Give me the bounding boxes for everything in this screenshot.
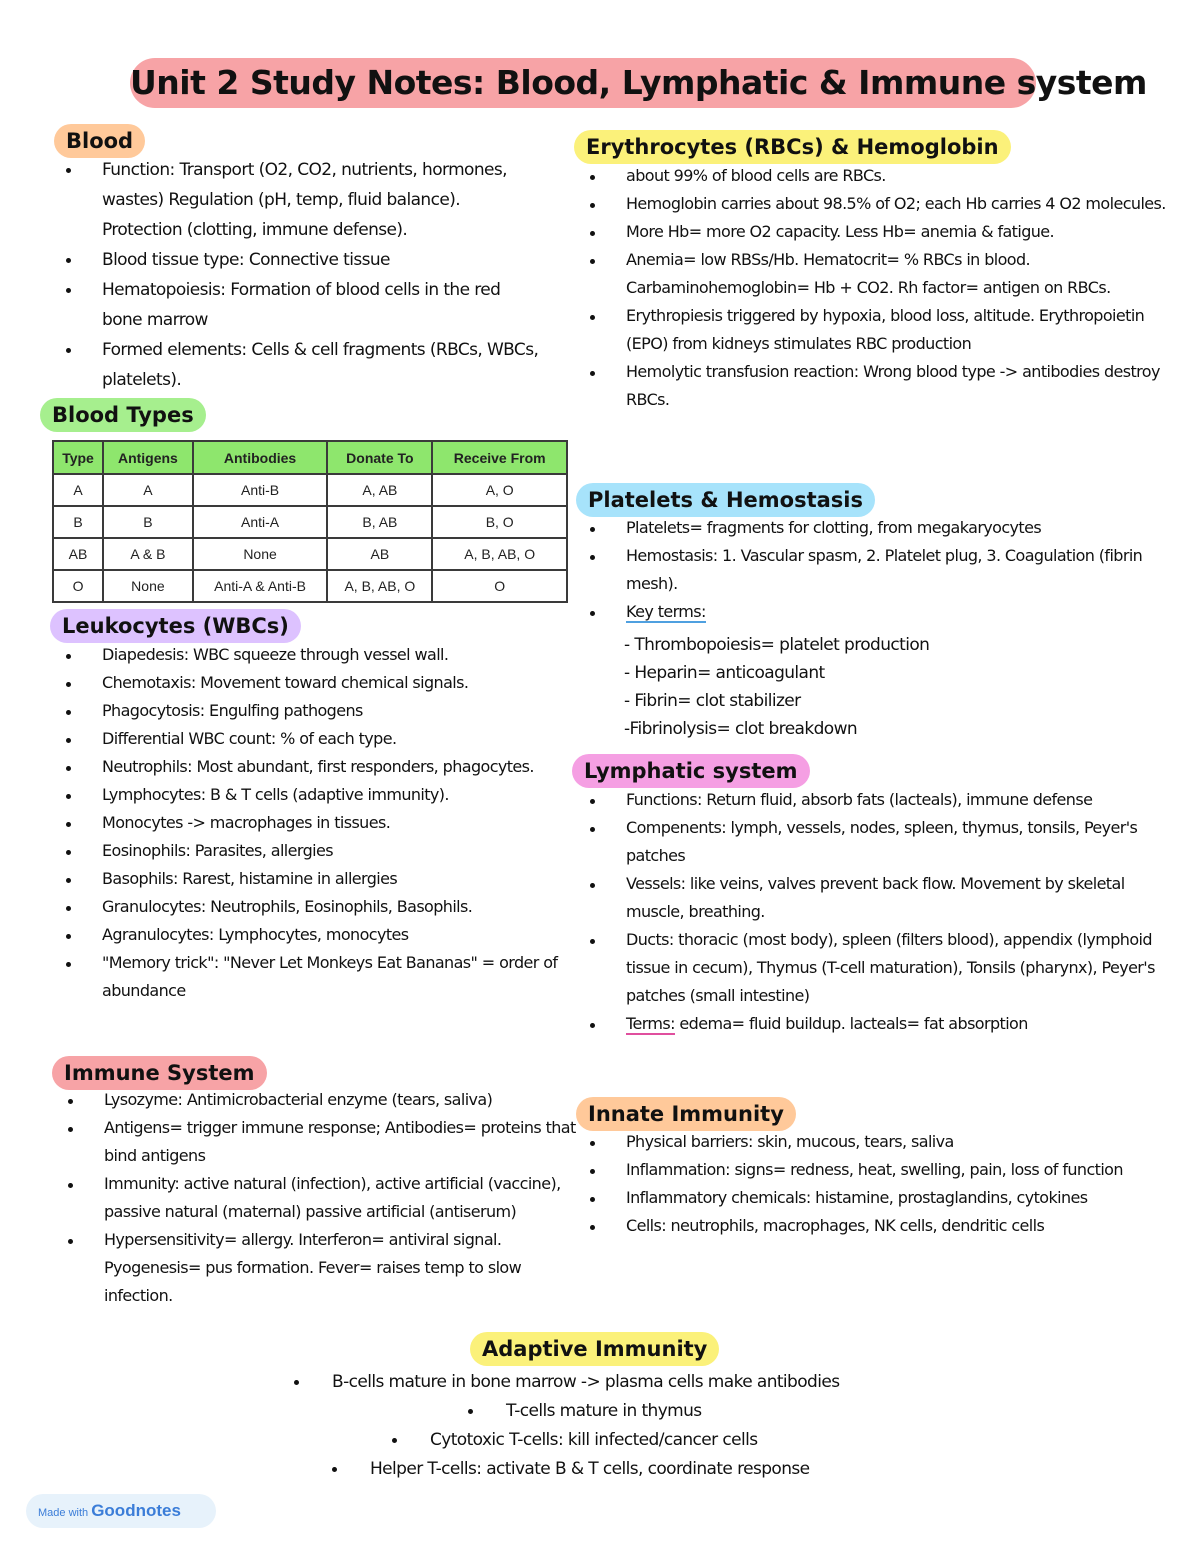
list-item: - Fibrin= clot stabilizer (624, 691, 801, 711)
list-item: Compenents: lymph, vessels, nodes, spleen, thymus, tonsils, Peyer's patches (578, 814, 1174, 870)
table-cell: A, B, AB, O (327, 570, 432, 602)
table-cell: B, AB (327, 506, 432, 538)
blood-types-heading: Blood Types (40, 398, 206, 432)
bullet-icon (590, 555, 595, 560)
bullet-icon (332, 1467, 337, 1472)
table-cell: Anti-A (193, 506, 328, 538)
bullet-icon (590, 1197, 595, 1202)
list-item: -Fibrinolysis= clot breakdown (624, 719, 858, 739)
table-cell: A, AB (327, 474, 432, 506)
bullet-icon (66, 766, 71, 771)
erythrocytes-list (578, 162, 1174, 414)
bullet-icon (590, 527, 595, 532)
table-row (53, 538, 567, 570)
list-item: Chemotaxis: Movement toward chemical signals. (54, 669, 574, 697)
table-row (53, 570, 567, 602)
bullet-icon (66, 962, 71, 967)
goodnotes-logo: Goodnotes (91, 1501, 181, 1520)
list-item: Granulocytes: Neutrophils, Eosinophils, Basophils. (54, 893, 574, 921)
bullet-icon (392, 1438, 397, 1443)
list-item: More Hb= more O2 capacity. Less Hb= anemia & fatigue. (578, 218, 1174, 246)
list-item: Hemostasis: 1. Vascular spasm, 2. Platelet plug, 3. Coagulation (fibrin mesh). (578, 542, 1174, 598)
list-item: Hematopoiesis: Formation of blood cells in the red bone marrow (54, 275, 544, 335)
list-item: Diapedesis: WBC squeeze through vessel wall. (54, 641, 574, 669)
list-item: Cells: neutrophils, macrophages, NK cells, dendritic cells (578, 1212, 1174, 1240)
table-header: Receive From (432, 441, 567, 474)
list-item: Key terms: (578, 598, 1174, 626)
bullet-icon (66, 654, 71, 659)
table-cell: O (432, 570, 567, 602)
bullet-icon (590, 315, 595, 320)
bullet-icon (590, 371, 595, 376)
bullet-icon (68, 1127, 73, 1132)
list-item: Lysozyme: Antimicrobacterial enzyme (tears, saliva) (56, 1086, 576, 1114)
list-item: Cytotoxic T-cells: kill infected/cancer cells (430, 1426, 757, 1454)
list-item: Anemia= low RBSs/Hb. Hematocrit= % RBCs in blood. Carbaminohemoglobin= Hb + CO2. Rh factor= antigen on RBCs. (578, 246, 1174, 302)
table-cell: A & B (103, 538, 193, 570)
bullet-icon (590, 1169, 595, 1174)
list-item: Antigens= trigger immune response; Antibodies= proteins that bind antigens (56, 1114, 576, 1170)
list-item: Blood tissue type: Connective tissue (54, 245, 544, 275)
bullet-icon (66, 934, 71, 939)
list-item: Basophils: Rarest, histamine in allergies (54, 865, 574, 893)
bullet-icon (66, 850, 71, 855)
list-item: Physical barriers: skin, mucous, tears, saliva (578, 1128, 1174, 1156)
list-item: B-cells mature in bone marrow -> plasma cells make antibodies (332, 1368, 839, 1396)
bullet-icon (66, 710, 71, 715)
list-item: Neutrophils: Most abundant, first responders, phagocytes. (54, 753, 574, 781)
list-item: Terms: edema= fluid buildup. lacteals= fat absorption (578, 1010, 1174, 1038)
table-cell: None (193, 538, 328, 570)
list-item: Hemoglobin carries about 98.5% of O2; each Hb carries 4 O2 molecules. (578, 190, 1174, 218)
table-cell: B (53, 506, 103, 538)
bullet-icon (66, 794, 71, 799)
bullet-icon (590, 203, 595, 208)
lymphatic-heading: Lymphatic system (572, 754, 810, 788)
table-header-row (53, 441, 567, 474)
list-item: Inflammatory chemicals: histamine, prostaglandins, cytokines (578, 1184, 1174, 1212)
list-item: Hypersensitivity= allergy. Interferon= antiviral signal. Pyogenesis= pus formation. Fever= raises temp to slow infection. (56, 1226, 576, 1310)
list-item: Differential WBC count: % of each type. (54, 725, 574, 753)
list-item: Vessels: like veins, valves prevent back flow. Movement by skeletal muscle, breathing. (578, 870, 1174, 926)
leukocytes-list (54, 641, 574, 1005)
table-cell: A (53, 474, 103, 506)
bullet-icon (590, 1141, 595, 1146)
table-header: Antigens (103, 441, 193, 474)
list-item: Agranulocytes: Lymphocytes, monocytes (54, 921, 574, 949)
list-item: about 99% of blood cells are RBCs. (578, 162, 1174, 190)
immune-system-heading: Immune System (52, 1056, 267, 1090)
table-cell: AB (327, 538, 432, 570)
bullet-icon (66, 682, 71, 687)
adaptive-heading: Adaptive Immunity (470, 1332, 719, 1366)
platelets-list (578, 514, 1174, 626)
list-item: Immunity: active natural (infection), active artificial (vaccine), passive natural (maternal) passive artificial (antiserum) (56, 1170, 576, 1226)
table-cell: A, B, AB, O (432, 538, 567, 570)
table-cell: Anti-A & Anti-B (193, 570, 328, 602)
list-item: Ducts: thoracic (most body), spleen (filters blood), appendix (lymphoid tissue in cecum), Thymus (T-cell maturation), Tonsils (pharynx), Peyer's patches (small intestine) (578, 926, 1174, 1010)
table-header: Donate To (327, 441, 432, 474)
list-item: Function: Transport (O2, CO2, nutrients, hormones, wastes) Regulation (pH, temp, fluid balance). Protection (clotting, immune defense). (54, 155, 544, 245)
bullet-icon (66, 878, 71, 883)
table-cell: B, O (432, 506, 567, 538)
table-cell: AB (53, 538, 103, 570)
list-item: Functions: Return fluid, absorb fats (lacteals), immune defense (578, 786, 1174, 814)
table-header: Antibodies (193, 441, 328, 474)
bullet-icon (590, 1225, 595, 1230)
list-item: T-cells mature in thymus (506, 1397, 702, 1425)
platelets-heading: Platelets & Hemostasis (576, 483, 875, 517)
bullet-icon (590, 611, 595, 616)
blood-types-table (52, 440, 568, 603)
bullet-icon (590, 175, 595, 180)
bullet-icon (66, 822, 71, 827)
bullet-icon (66, 258, 71, 263)
list-item: Monocytes -> macrophages in tissues. (54, 809, 574, 837)
table-row (53, 506, 567, 538)
lymphatic-list (578, 786, 1174, 1038)
innate-heading: Innate Immunity (576, 1097, 796, 1131)
list-item: Platelets= fragments for clotting, from megakaryocytes (578, 514, 1174, 542)
bullet-icon (66, 288, 71, 293)
table-cell: O (53, 570, 103, 602)
bullet-icon (66, 906, 71, 911)
bullet-icon (66, 348, 71, 353)
list-item: Erythropiesis triggered by hypoxia, blood loss, altitude. Erythropoietin (EPO) from kidneys stimulates RBC production (578, 302, 1174, 358)
bullet-icon (590, 259, 595, 264)
table-cell: None (103, 570, 193, 602)
table-cell: A, O (432, 474, 567, 506)
erythrocytes-heading: Erythrocytes (RBCs) & Hemoglobin (574, 130, 1011, 164)
list-item: - Thrombopoiesis= platelet production (624, 635, 930, 655)
table-cell: A (103, 474, 193, 506)
table-row (53, 474, 567, 506)
bullet-icon (590, 939, 595, 944)
list-item: Eosinophils: Parasites, allergies (54, 837, 574, 865)
bullet-icon (468, 1409, 473, 1414)
list-item: - Heparin= anticoagulant (624, 663, 825, 683)
list-item: Inflammation: signs= redness, heat, swelling, pain, loss of function (578, 1156, 1174, 1184)
goodnotes-badge (26, 1494, 216, 1528)
bullet-icon (590, 883, 595, 888)
list-item: Helper T-cells: activate B & T cells, coordinate response (370, 1455, 810, 1483)
table-header: Type (53, 441, 103, 474)
innate-list (578, 1128, 1174, 1240)
bullet-icon (66, 738, 71, 743)
bullet-icon (68, 1183, 73, 1188)
bullet-icon (590, 1023, 595, 1028)
bullet-icon (294, 1380, 299, 1385)
list-item: Phagocytosis: Engulfing pathogens (54, 697, 574, 725)
bullet-icon (590, 827, 595, 832)
list-item: Lymphocytes: B & T cells (adaptive immunity). (54, 781, 574, 809)
list-item: Formed elements: Cells & cell fragments (RBCs, WBCs, platelets). (54, 335, 544, 395)
blood-list (54, 155, 544, 395)
table-cell: Anti-B (193, 474, 328, 506)
bullet-icon (590, 799, 595, 804)
leukocytes-heading: Leukocytes (WBCs) (50, 609, 301, 643)
bullet-icon (68, 1239, 73, 1244)
bullet-icon (590, 231, 595, 236)
list-item: "Memory trick": "Never Let Monkeys Eat Bananas" = order of abundance (54, 949, 574, 1005)
key-terms-list (624, 631, 1164, 743)
blood-heading: Blood (54, 124, 145, 158)
bullet-icon (68, 1099, 73, 1104)
made-with-label: Made with (38, 1507, 89, 1519)
page-title: Unit 2 Study Notes: Blood, Lymphatic & Immune system (130, 58, 1036, 108)
table-cell: B (103, 506, 193, 538)
bullet-icon (66, 168, 71, 173)
immune-system-list (56, 1086, 576, 1310)
list-item: Hemolytic transfusion reaction: Wrong blood type -> antibodies destroy RBCs. (578, 358, 1174, 414)
